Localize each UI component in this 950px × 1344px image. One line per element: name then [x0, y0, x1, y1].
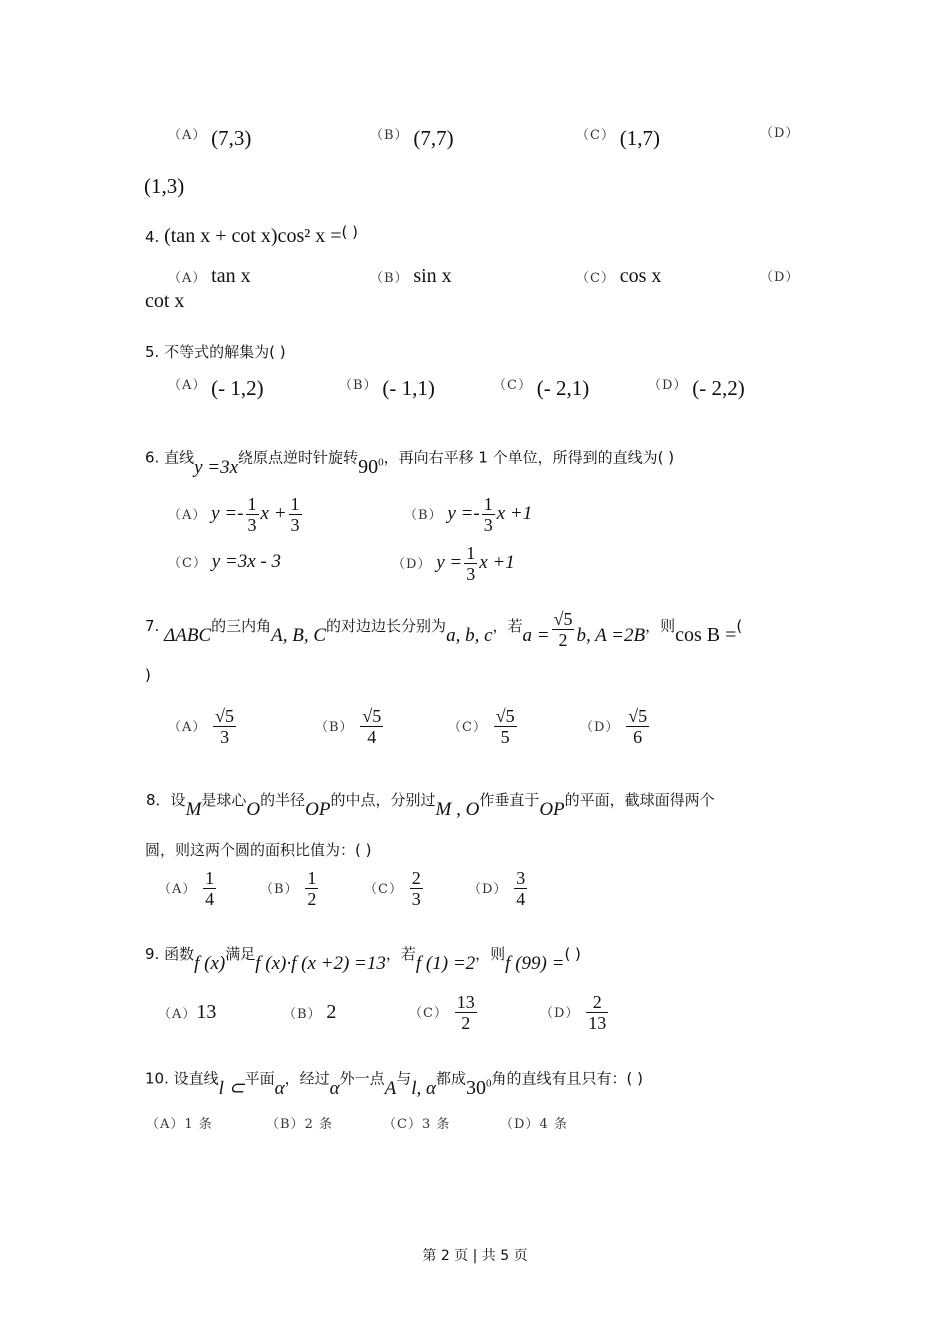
- q7-option-c: （C） $\frac{√5}{5}$: [448, 706, 515, 747]
- q9-option-b: （B） 2: [283, 1001, 337, 1023]
- q7-option-a: （A） $\frac{√5}{3}$: [168, 706, 235, 747]
- q3-option-c: （C） (1,7): [576, 126, 660, 150]
- q10-option-d: （D）4 条: [500, 1117, 568, 1132]
- q5-option-c: （C） (- 2,1): [493, 376, 590, 400]
- q3-option-b: （B） (7,7): [370, 126, 454, 150]
- q6-option-b: （B） y =- $\frac{1}{3}$ x +1: [404, 494, 533, 535]
- q8-option-d: （D） $\frac{3}{4}$: [468, 868, 526, 909]
- q5-option-a: （A） (- 1,2): [168, 376, 264, 400]
- q9-stem: 9. 函数f (x)满足f (x)·f (x +2) =13，若f (1) =2，则f (99) =( ): [145, 945, 581, 974]
- q10-option-a: （A）1 条: [146, 1117, 213, 1132]
- q10-option-c: （C）3 条: [383, 1117, 451, 1132]
- q3-option-d-value: (1,3): [144, 174, 185, 198]
- q9-option-d: （D） $\frac{2}{13}$: [540, 992, 607, 1033]
- q6-option-c: （C） y =3x - 3: [168, 551, 281, 572]
- q4-option-d-label: （D）: [760, 270, 800, 285]
- q4-stem: 4. (tan x + cot x)cos² x =( ): [145, 223, 358, 247]
- q9-option-c: （C） $\frac{13}{2}$: [409, 992, 475, 1033]
- q4-option-a: （A） tan x: [168, 265, 251, 287]
- q6-stem: 6. 直线y =3x绕原点逆时针旋转$90^0$，再向右平移 1 个单位，所得到的直线为( ): [145, 448, 675, 478]
- q8-option-b: （B） $\frac{1}{2}$: [260, 868, 317, 909]
- q4-option-c: （C） cos x: [576, 265, 662, 287]
- q10-option-b: （B）2 条: [266, 1117, 333, 1132]
- q7-close-paren: ): [145, 666, 151, 684]
- q5-option-b: （B） (- 1,1): [339, 376, 435, 400]
- q3-option-d-label: （D）: [760, 126, 800, 141]
- q5-option-d: （D） (- 2,2): [648, 376, 745, 400]
- q4-option-b: （B） sin x: [370, 265, 452, 287]
- q8-option-c: （C） $\frac{2}{3}$: [364, 868, 421, 909]
- page-footer: 第 2 页 | 共 5 页: [422, 1248, 528, 1264]
- q6-option-a: （A） y =- $\frac{1}{3}$ x + $\frac{1}{3}$: [168, 494, 300, 535]
- q9-option-a: （A）13: [158, 1001, 217, 1023]
- q8-stem-line2: 圆，则这两个圆的面积比值为：( ): [145, 841, 372, 859]
- q7-option-d: （D） $\frac{√5}{6}$: [580, 706, 648, 747]
- q7-option-b: （B） $\frac{√5}{4}$: [315, 706, 382, 747]
- q4-option-d-value: cot x: [145, 290, 185, 312]
- q8-option-a: （A） $\frac{1}{4}$: [158, 868, 215, 909]
- q7-stem: 7. ΔABC的三内角A, B, C的对边边长分别为a, b, c，若a = $\frac{√5}{2}$ b, A =2B，则cos B =(: [145, 609, 743, 650]
- q3-option-a: （A） (7,3): [168, 126, 252, 150]
- q6-option-d: （D） y = $\frac{1}{3}$ x +1: [392, 543, 515, 584]
- q5-stem: 5. 不等式的解集为( ): [145, 343, 286, 361]
- q10-stem: 10. 设直线l ⊂平面α，经过α外一点A与l, α都成$30^0$角的直线有且只有：( ): [145, 1069, 644, 1099]
- q8-stem: 8．设M是球心O的半径OP的中点，分别过M , O作垂直于OP的平面，截球面得两个: [146, 791, 715, 820]
